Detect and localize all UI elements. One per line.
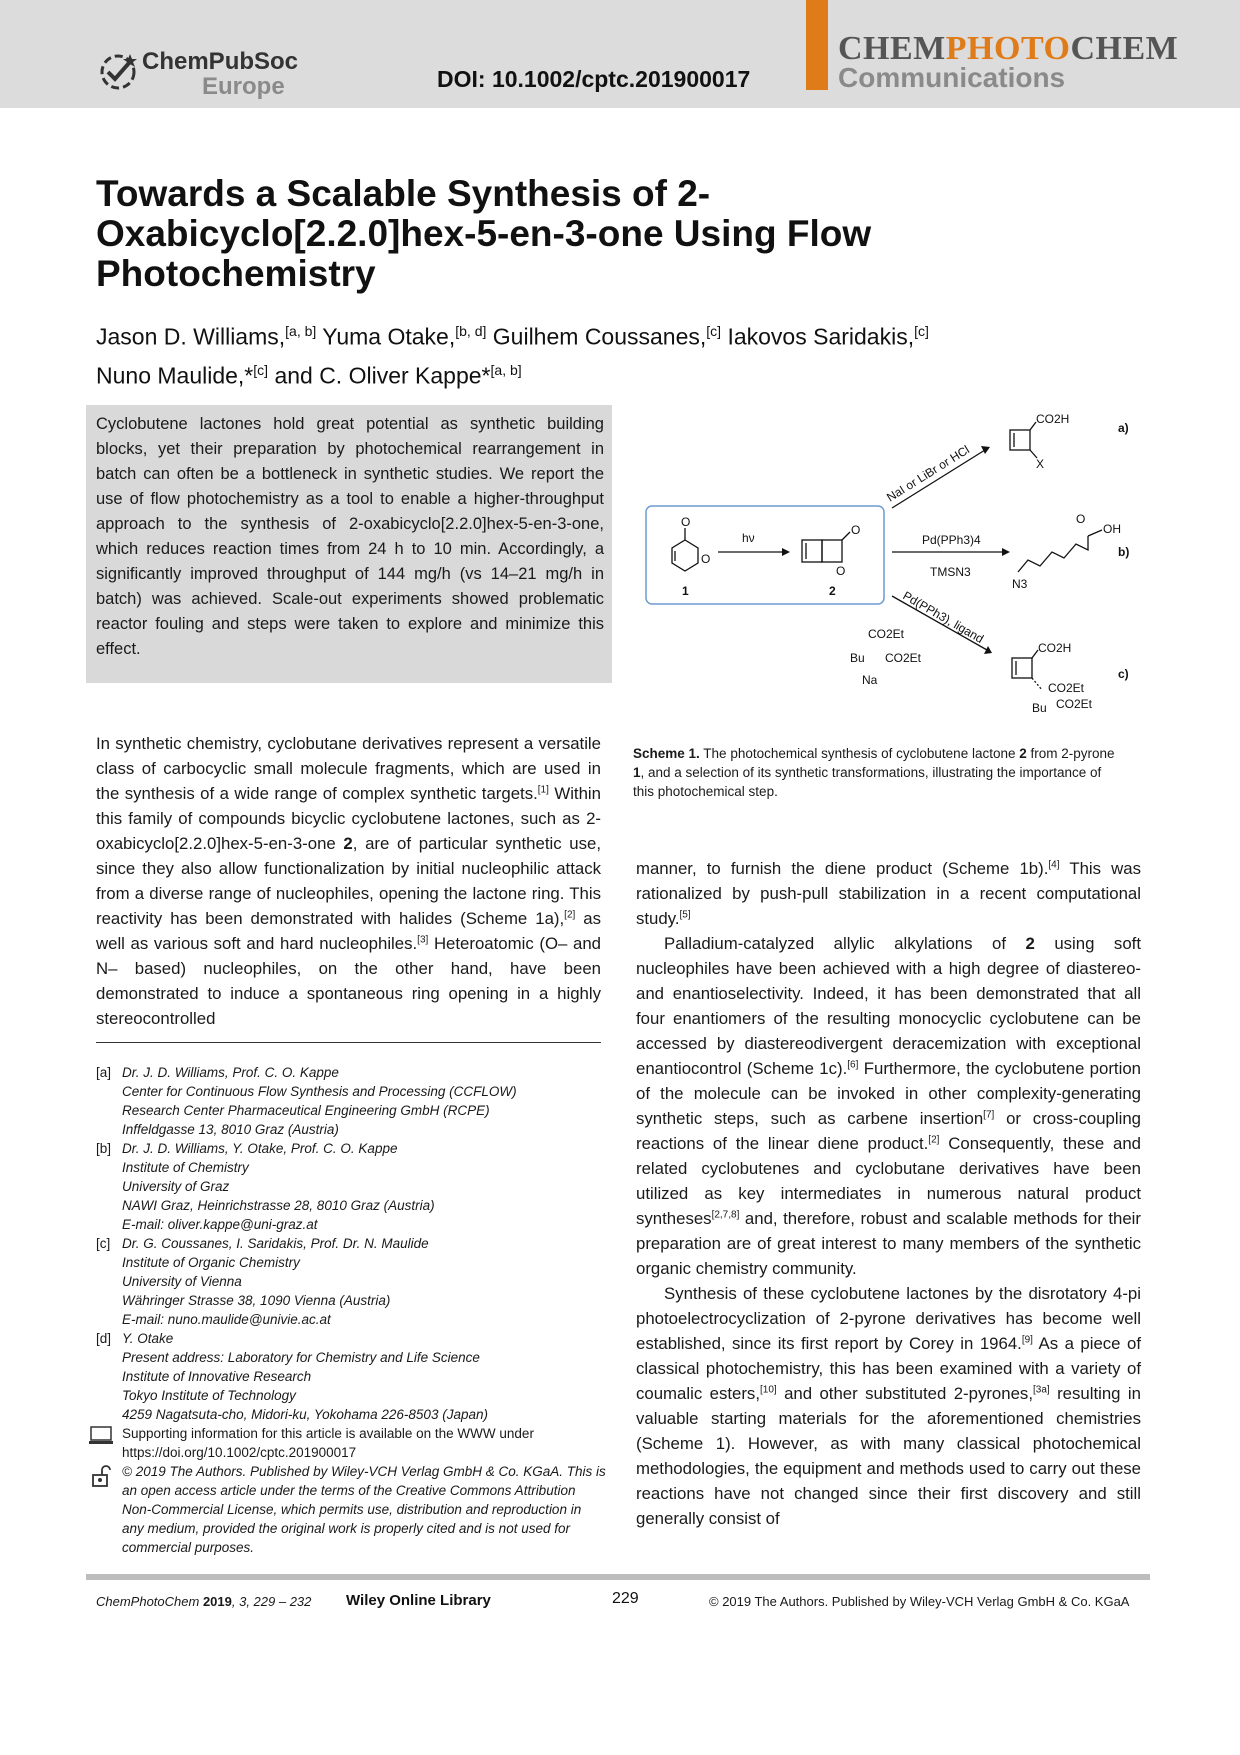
footer-divider bbox=[86, 1574, 1150, 1580]
acid-bond bbox=[1088, 530, 1102, 536]
affiliations bbox=[96, 1063, 606, 1557]
product-a-x: X bbox=[1036, 457, 1045, 471]
author: and C. Oliver Kappe* bbox=[274, 362, 491, 389]
compound-2-label: 2 bbox=[829, 584, 836, 598]
product-c-structure bbox=[1012, 650, 1042, 690]
pyrone-carbonyl-o: O bbox=[681, 515, 691, 529]
email-link[interactable]: E-mail: oliver.kappe@uni-graz.at bbox=[122, 1217, 318, 1232]
journal-accent-bar bbox=[806, 0, 828, 90]
affiliation-line: Dr. G. Coussanes, I. Saridakis, Prof. Dr. N. Maulide bbox=[122, 1236, 429, 1251]
affiliation-line: Dr. J. D. Williams, Prof. C. O. Kappe bbox=[122, 1065, 339, 1080]
author-affiliation: [a, b] bbox=[285, 323, 317, 339]
affiliation-line: Dr. J. D. Williams, Y. Otake, Prof. C. O. Kappe bbox=[122, 1141, 398, 1156]
caption-text: The photochemical synthesis of cyclobutene lactone bbox=[699, 746, 1020, 761]
abstract-text: Cyclobutene lactones hold great potential as synthetic building blocks, yet their preparation by photochemical rearrangement in batch can often be a bottleneck in synthetic studies. We report the use of flow photochemistry as a tool to enable a higher-throughput approach to the synthesis of 2-oxabicyclo[2.2.0]hex-5-en-3-one, which reduces reaction times from 24 h to 10 min. Accordingly, a significantly improved throughput of 144 mg/h (vs 14–21 mg/h in batch) was achieved. Scale-out experiments showed problematic reactor fouling and steps were taken to explore and minimize this effect. bbox=[96, 415, 604, 658]
product-b-n3: N3 bbox=[1012, 577, 1028, 591]
product-b-o: O bbox=[1076, 512, 1086, 526]
affiliation-line: Institute of Chemistry bbox=[122, 1160, 249, 1175]
nucleophile-co2et-top: CO2Et bbox=[868, 627, 905, 641]
compound-ref: 2 bbox=[1025, 934, 1035, 953]
footer-year: 2019 bbox=[202, 1594, 232, 1609]
hv-label: hν bbox=[742, 531, 755, 545]
open-access-lock-icon bbox=[90, 1464, 112, 1488]
product-c-co2et-2: CO2Et bbox=[1056, 697, 1093, 711]
citation[interactable]: [7] bbox=[983, 1109, 995, 1121]
nucleophile-na: Na bbox=[862, 673, 878, 687]
chempubsoc-logo bbox=[98, 44, 299, 100]
affiliation-line: University of Graz bbox=[122, 1179, 230, 1194]
author-affiliation: [a, b] bbox=[490, 361, 522, 378]
pyrone-ring-o: O bbox=[701, 552, 711, 566]
product-c-bu: Bu bbox=[1032, 701, 1047, 715]
compound-1-label: 1 bbox=[682, 584, 689, 598]
affiliation-line: Center for Continuous Flow Synthesis and Processing (CCFLOW) bbox=[122, 1084, 517, 1099]
citation[interactable]: [2] bbox=[564, 909, 576, 921]
reagent-a: NaI or LiBr or HCl bbox=[884, 442, 972, 505]
label-c: c) bbox=[1118, 667, 1129, 681]
caption-compound: 1 bbox=[633, 765, 641, 780]
text-run: or cross-coupling reactions of the linear diene product. bbox=[636, 1109, 1141, 1153]
star-logo-icon bbox=[98, 44, 140, 94]
article-section: Communications bbox=[838, 62, 1066, 93]
author: Yuma Otake, bbox=[322, 323, 456, 350]
journal-name-part2: PHOTO bbox=[945, 30, 1071, 67]
footer-copyright: © 2019 The Authors. Published by Wiley-VCH Verlag GmbH & Co. KGaA bbox=[709, 1594, 1130, 1609]
author: Jason D. Williams, bbox=[96, 323, 286, 350]
text-run: Palladium-catalyzed allylic alkylations of bbox=[664, 934, 1026, 953]
product-a-co2h: CO2H bbox=[1036, 412, 1070, 426]
affiliation-line: University of Vienna bbox=[122, 1274, 242, 1289]
affiliation-d bbox=[96, 1329, 606, 1424]
email-link[interactable]: E-mail: nuno.maulide@univie.ac.at bbox=[122, 1312, 331, 1327]
text-run: manner, to furnish the diene product (Scheme 1b). bbox=[636, 859, 1049, 878]
abstract-box bbox=[86, 405, 612, 683]
text-run: Heteroatomic (O– and N– based) nucleophiles, on the other hand, have been demonstrated to induce a spontaneous ring opening in a highly stereocontrolled bbox=[96, 934, 601, 1028]
affiliation-b bbox=[96, 1139, 606, 1234]
affiliation-line: Institute of Innovative Research bbox=[122, 1369, 312, 1384]
citation[interactable]: [2,7,8] bbox=[711, 1209, 740, 1221]
text-run: resulting in valuable starting materials for the aforementioned chemistries (Scheme 1). However, as with many classical photochemical methodologies, the equipment and methods used to carry out these reactions have not changed since their first discovery and still generally consist of bbox=[636, 1384, 1141, 1528]
footnote-divider bbox=[96, 1042, 601, 1043]
author-list bbox=[96, 315, 1056, 392]
arrow-head bbox=[984, 646, 992, 654]
diene-structure bbox=[1018, 536, 1088, 572]
citation[interactable]: [2] bbox=[928, 1134, 940, 1146]
text-run: As a piece of classical photochemistry, this has been examined with a variety of coumalic esters, bbox=[636, 1334, 1141, 1403]
product-c-co2et-1: CO2Et bbox=[1048, 681, 1085, 695]
citation[interactable]: [5] bbox=[679, 909, 691, 921]
journal-name-part3: CHEM bbox=[1070, 30, 1179, 67]
product-c-co2h: CO2H bbox=[1038, 641, 1072, 655]
affiliation-c bbox=[96, 1234, 606, 1329]
text-run: In synthetic chemistry, cyclobutane derivatives represent a versatile class of carbocyclic small molecule fragments, which are used in the synthesis of a wide range of complex synthetic targets. bbox=[96, 734, 601, 803]
computer-icon bbox=[88, 1426, 114, 1446]
affiliation-line: 4259 Nagatsuta-cho, Midori-ku, Yokohama 226-8503 (Japan) bbox=[122, 1407, 488, 1422]
caption-text: from 2-pyrone bbox=[1026, 746, 1115, 761]
author: Nuno Maulide,* bbox=[96, 362, 254, 389]
affiliation-line: Research Center Pharmaceutical Engineering GmbH (RCPE) bbox=[122, 1103, 490, 1118]
footer-volume: , 3, 229 – 232 bbox=[231, 1594, 312, 1609]
citation[interactable]: [10] bbox=[759, 1384, 777, 1396]
text-run: Consequently, these and related cyclobutenes and cyclobutane derivatives have been utilized as key intermediates in numerous natural product syntheses bbox=[636, 1134, 1141, 1228]
arrow-head bbox=[981, 446, 990, 454]
text-run: as well as various soft and hard nucleophiles. bbox=[96, 909, 602, 953]
nucleophile-co2et: CO2Et bbox=[885, 651, 922, 665]
paragraph bbox=[636, 931, 1141, 1281]
citation[interactable]: [3a] bbox=[1032, 1384, 1050, 1396]
text-run: This was rationalized by push-pull stabilization in a recent computational study. bbox=[636, 859, 1141, 928]
caption-text: , and a selection of its synthetic transformations, illustrating the importance of this photochemical step. bbox=[633, 765, 1102, 799]
caption-label: Scheme 1. bbox=[633, 746, 700, 761]
scheme-caption bbox=[633, 744, 1123, 801]
text-run: and other substituted 2-pyrones, bbox=[776, 1384, 1033, 1403]
text-run: Furthermore, the cyclobutene portion of the molecule can be invoked in other complexity-generating synthetic steps, such as carbene insertion bbox=[636, 1059, 1141, 1128]
scheme-1-figure bbox=[640, 400, 1140, 730]
reagent-b1: Pd(PPh3)4 bbox=[922, 533, 981, 547]
label-a: a) bbox=[1118, 421, 1129, 435]
arrow-head bbox=[782, 548, 790, 556]
arrow-head bbox=[1002, 548, 1010, 556]
product-b-oh: OH bbox=[1103, 522, 1121, 536]
lactone-2-structure bbox=[802, 532, 850, 562]
journal-name-part1: CHEM bbox=[838, 30, 946, 67]
author-affiliation: [b, d] bbox=[455, 323, 487, 339]
affiliation-tag: [b] bbox=[96, 1141, 112, 1156]
article-title: Towards a Scalable Synthesis of 2-Oxabicyclo[2.2.0]hex-5-en-3-one Using Flow Photochemistry bbox=[96, 173, 872, 294]
affiliation-line: Institute of Organic Chemistry bbox=[122, 1255, 300, 1270]
license-note bbox=[96, 1462, 606, 1557]
label-b: b) bbox=[1118, 545, 1130, 559]
product-a-structure bbox=[1010, 422, 1037, 458]
citation[interactable]: [3] bbox=[417, 934, 429, 946]
author-affiliation: [c] bbox=[253, 361, 269, 378]
text-run: Synthesis of these cyclobutene lactones by the disrotatory 4-pi photoelectrocyclization of 2-pyrone derivatives has become well established, since its first report by Corey in 1964. bbox=[636, 1284, 1141, 1353]
affiliation-line: Inffeldgasse 13, 8010 Graz (Austria) bbox=[122, 1122, 339, 1137]
reagent-c: Pd(PPh3), ligand bbox=[900, 588, 987, 646]
nucleophile-bu: Bu bbox=[850, 651, 865, 665]
affiliation-a bbox=[96, 1063, 606, 1139]
author-affiliation: [c] bbox=[706, 323, 722, 339]
supporting-info-text[interactable]: Supporting information for this article is available on the WWW under https://doi.org/10.1002/cptc.201900017 bbox=[122, 1426, 534, 1460]
citation[interactable]: [1] bbox=[537, 784, 549, 796]
citation[interactable]: [6] bbox=[847, 1059, 859, 1071]
affiliation-tag: [c] bbox=[96, 1236, 111, 1251]
paragraph bbox=[636, 856, 1141, 931]
compound-ref: 2 bbox=[343, 834, 353, 853]
lactone-ring-o: O bbox=[836, 564, 846, 578]
affiliation-tag: [d] bbox=[96, 1331, 112, 1346]
wiley-online-library-link[interactable]: Wiley Online Library bbox=[346, 1592, 491, 1609]
doi[interactable]: DOI: 10.1002/cptc.201900017 bbox=[437, 66, 751, 92]
author: Iakovos Saridakis, bbox=[727, 323, 915, 350]
logo-line2: Europe bbox=[202, 73, 285, 100]
body-column-left bbox=[96, 731, 601, 1031]
affiliation-line: Present address: Laboratory for Chemistry and Life Science bbox=[122, 1350, 480, 1365]
affiliation-line: NAWI Graz, Heinrichstrasse 28, 8010 Graz (Austria) bbox=[122, 1198, 435, 1213]
paragraph bbox=[96, 731, 601, 1031]
footer-citation bbox=[96, 1594, 311, 1609]
logo-line1: ChemPubSoc bbox=[142, 48, 299, 75]
citation[interactable]: [4] bbox=[1048, 859, 1060, 871]
lactone-carbonyl-o: O bbox=[851, 523, 861, 537]
supporting-info-note bbox=[96, 1424, 606, 1462]
body-column-right bbox=[636, 856, 1141, 1531]
text-run: using soft nucleophiles have been achieved with a high degree of diastereo- and enantioselectivity. Indeed, it has been demonstrated that all four enantiomers of the resulting monocyclic cyclobutene can be accessed by diastereodivergent deracemization with exceptional enantiocontrol (Scheme 1c). bbox=[636, 934, 1141, 1078]
author-affiliation: [c] bbox=[914, 323, 929, 339]
text-run: , are of particular synthetic use, since they also allow functionalization by initial nucleophilic attack from a diverse range of nucleophiles, opening the lactone ring. This reactivity has been demonstrated with halides (Scheme 1a), bbox=[96, 834, 602, 928]
page-number: 229 bbox=[612, 1590, 639, 1607]
author: Guilhem Coussanes, bbox=[492, 323, 707, 350]
pyrone-structure bbox=[672, 528, 698, 571]
footer-journal: ChemPhotoChem bbox=[96, 1594, 200, 1609]
affiliation-line: Währinger Strasse 38, 1090 Vienna (Austria) bbox=[122, 1293, 391, 1308]
caption-compound: 2 bbox=[1019, 746, 1027, 761]
reagent-b2: TMSN3 bbox=[930, 565, 971, 579]
affiliation-line: Tokyo Institute of Technology bbox=[122, 1388, 296, 1403]
affiliation-line: Y. Otake bbox=[122, 1331, 174, 1346]
text-run: Within this family of compounds bicyclic cyclobutene lactones, such as 2-oxabicyclo[2.2.0]hex-5-en-3-one bbox=[96, 784, 601, 853]
text-run: and, therefore, robust and scalable methods for their preparation are of great interest to many members of the synthetic organic chemistry community. bbox=[636, 1209, 1141, 1278]
affiliation-tag: [a] bbox=[96, 1065, 112, 1080]
paragraph bbox=[636, 1281, 1141, 1531]
license-text: © 2019 The Authors. Published by Wiley-VCH Verlag GmbH & Co. KGaA. This is an open access article under the terms of the Creative Commons Attribution Non-Commercial License, which permits use, distribution and reproduction in any medium, provided the original work is properly cited and is not used for commercial purposes. bbox=[122, 1464, 606, 1555]
citation[interactable]: [9] bbox=[1021, 1334, 1033, 1346]
